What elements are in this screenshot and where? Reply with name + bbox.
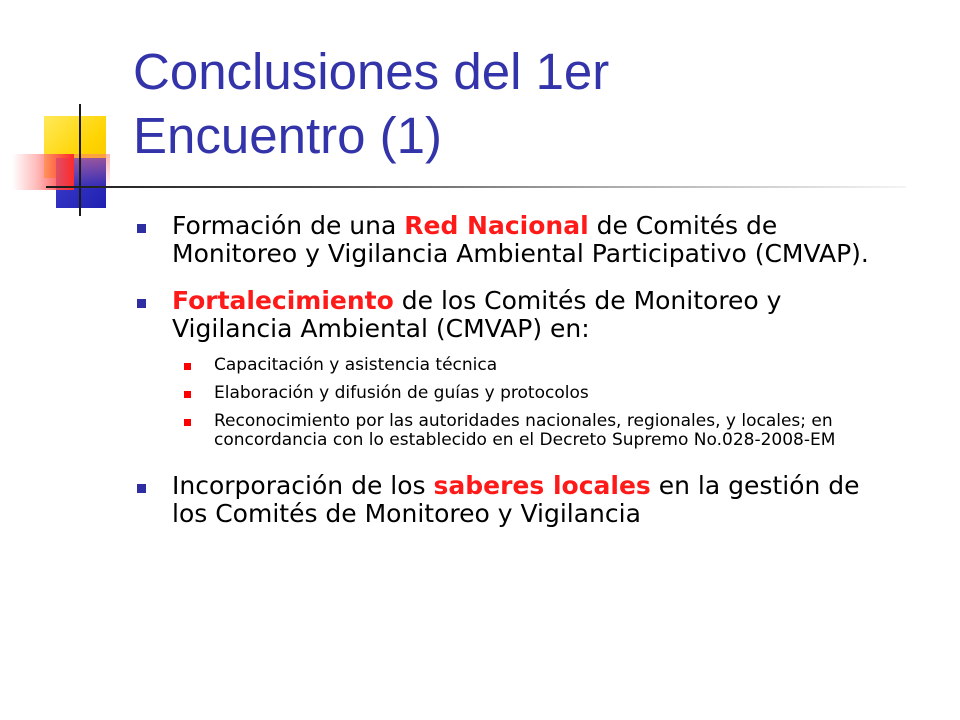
bullet-text-before: Incorporación de los [172,471,434,500]
bullet-text-after: de los Comités de Monitoreo y Vigilancia Ambiental (CMVAP) en: [172,286,782,343]
slide-title [133,40,913,168]
sub-bullet-text: Elaboración y difusión de guías y protocolos [214,383,589,403]
sub-bullet-text: Capacitación y asistencia técnica [214,355,498,375]
logo-red-bar [12,154,74,190]
title-line-1: Conclusiones del 1er [133,43,610,100]
bullet-square-icon [137,224,146,233]
title-line-2: Encuentro (1) [133,107,442,164]
bullet-list [132,212,902,547]
bullet-text-after: en la gestión de los Comités de Monitoreo y Vigilancia [172,471,860,528]
title-underline [46,186,906,188]
sub-bullet-item [132,356,902,375]
bullet-highlight: Fortalecimiento [172,286,394,315]
sub-bullet-square-icon [184,419,191,426]
bullet-highlight: saberes locales [433,471,651,500]
sub-bullet-square-icon [184,391,191,398]
bullet-item-fortalecimiento [132,287,902,342]
sub-bullet-item [132,384,902,403]
sub-bullet-text: Reconocimiento por las autoridades nacionales, regionales, y locales; en concordancia con lo establecido en el Decreto Supremo No.028-2008-EM [214,411,836,450]
sub-bullet-list [132,356,902,450]
bullet-highlight: Red Nacional [404,211,589,240]
logo-vertical-line [79,104,81,216]
bullet-square-icon [137,299,146,308]
bullet-item-saberes-locales [132,472,902,527]
sub-bullet-item [132,412,902,450]
sub-bullet-square-icon [184,363,191,370]
bullet-text-after: de Comités de Monitoreo y Vigilancia Ambiental Participativo (CMVAP). [172,211,869,268]
bullet-item-red-nacional [132,212,902,267]
bullet-square-icon [137,484,146,493]
bullet-text-before: Formación de una [172,211,405,240]
